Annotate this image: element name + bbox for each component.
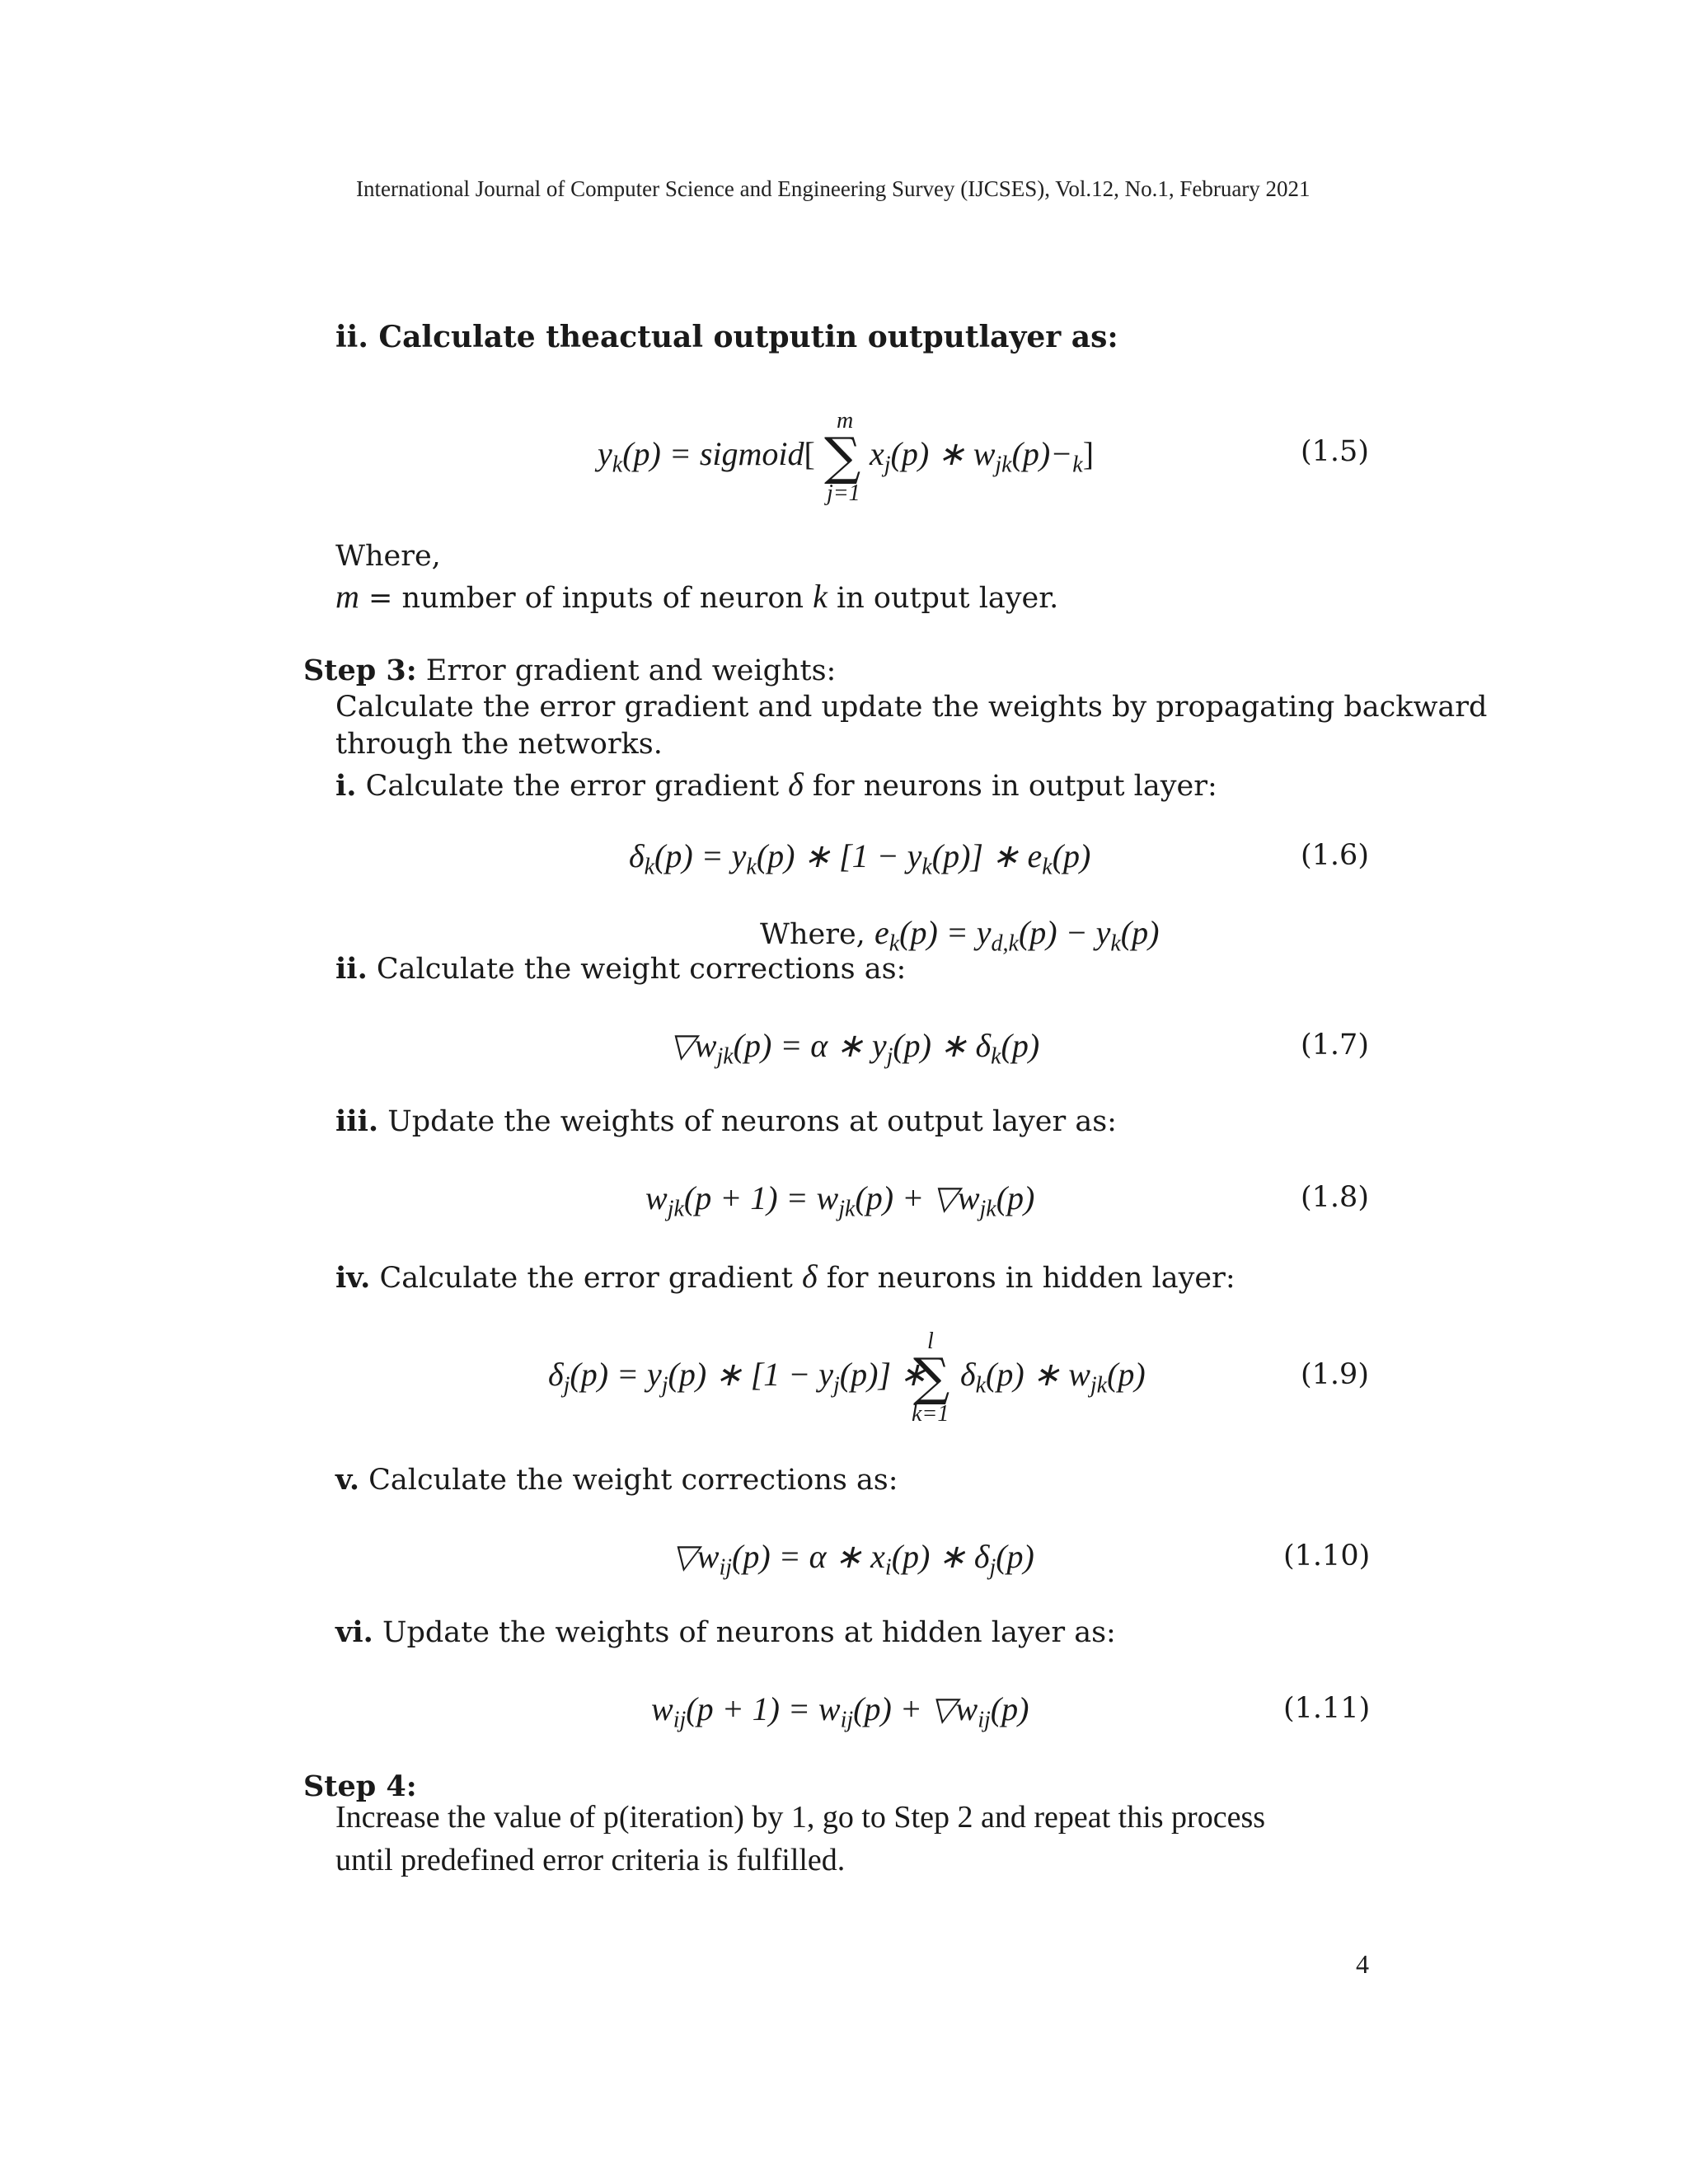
step-3-heading: Step 3: Error gradient and weights:: [303, 654, 837, 687]
equation-1-7: $▽w_{jk}(p) = \alpha$ ∗ $y_j(p)$ ∗ $\delta_k(p)$: [669, 1027, 1040, 1070]
step-4-line-2: until predefined error criteria is fulfilled.: [335, 1843, 846, 1877]
eq-1-9-rhs: $\delta_k(p)$ ∗ $w_{jk}(p)$: [960, 1356, 1146, 1399]
equation-1-9: [548, 1329, 1146, 1436]
sum-lower-limit: j=1: [827, 480, 860, 506]
eq-1-5-lhs: $y_k(p)$ = sigmoid[: [598, 435, 815, 478]
item-ii: ii. Calculate the weight corrections as:: [335, 952, 907, 986]
equation-1-10: $▽w_{ij}(p) = \alpha$ ∗ $x_i(p)$ ∗ $\delta_j(p)$: [672, 1538, 1034, 1581]
step-3-line-1: Calculate the error gradient and update the weights by propagating backward: [335, 691, 1488, 724]
equation-number-1-8: (1.8): [1301, 1181, 1369, 1214]
step-4-heading: Step 4:: [303, 1769, 417, 1803]
equation-number-1-11: (1.11): [1283, 1692, 1371, 1725]
item-iv: iv. Calculate the error gradient δ for neurons in hidden layer:: [335, 1258, 1236, 1295]
eq-1-5-rhs: $x_j(p)$ ∗ $w_{jk}(p)-_k$]: [870, 435, 1095, 478]
where-ek-definition: Where, $e_k(p) = y_{d,k}(p) - y_k(p)$: [760, 914, 1160, 957]
equation-number-1-6: (1.6): [1301, 839, 1369, 872]
equation-number-1-9: (1.9): [1301, 1358, 1369, 1391]
item-v: v. Calculate the weight corrections as:: [335, 1463, 898, 1497]
page-number: 4: [1356, 1949, 1369, 1979]
item-iii: iii. Update the weights of neurons at output layer as:: [335, 1104, 1117, 1138]
equation-1-5: [598, 408, 1109, 507]
item-i: i. Calculate the error gradient δ for neurons in output layer:: [335, 766, 1217, 803]
summation-symbol: ∑: [913, 1347, 950, 1407]
item-vi: vi. Update the weights of neurons at hidden layer as:: [335, 1615, 1116, 1649]
step-3-line-2: through the networks.: [335, 728, 663, 761]
where-label: Where,: [335, 540, 441, 573]
equation-1-8: $w_{jk}(p + 1) = w_{jk}(p)$ + $▽w_{jk}(p)$: [645, 1179, 1035, 1222]
equation-number-1-7: (1.7): [1301, 1029, 1369, 1062]
equation-1-6: $\delta_k(p) = y_k(p)$ ∗ $[1 - y_k(p)]$ ∗ $e_k(p)$: [629, 837, 1091, 880]
equation-number-1-5: (1.5): [1301, 435, 1369, 468]
equation-1-11: $w_{ij}(p + 1) = w_{ij}(p)$ + $▽w_{ij}(p)$: [651, 1690, 1029, 1733]
where-m-definition: m = number of inputs of neuron k in output layer.: [335, 578, 1059, 615]
sum-upper-limit: m: [837, 408, 854, 434]
sum-upper-limit-l: l: [927, 1329, 934, 1354]
equation-number-1-10: (1.10): [1283, 1540, 1371, 1572]
section-heading-ii: ii. Calculate theactual outputin outputlayer as:: [335, 320, 1118, 354]
journal-header: International Journal of Computer Science and Engineering Survey (IJCSES), Vol.12, No.1, February 2021: [356, 176, 1311, 201]
step-4-line-1: Increase the value of p(iteration) by 1, go to Step 2 and repeat this process: [335, 1800, 1266, 1835]
sum-lower-limit-k: k=1: [912, 1401, 950, 1427]
summation-symbol: ∑: [824, 426, 861, 486]
eq-1-9-lhs: $\delta_j(p) = y_j(p)$ ∗ $[1 - y_j(p)]$ ∗: [548, 1356, 927, 1399]
